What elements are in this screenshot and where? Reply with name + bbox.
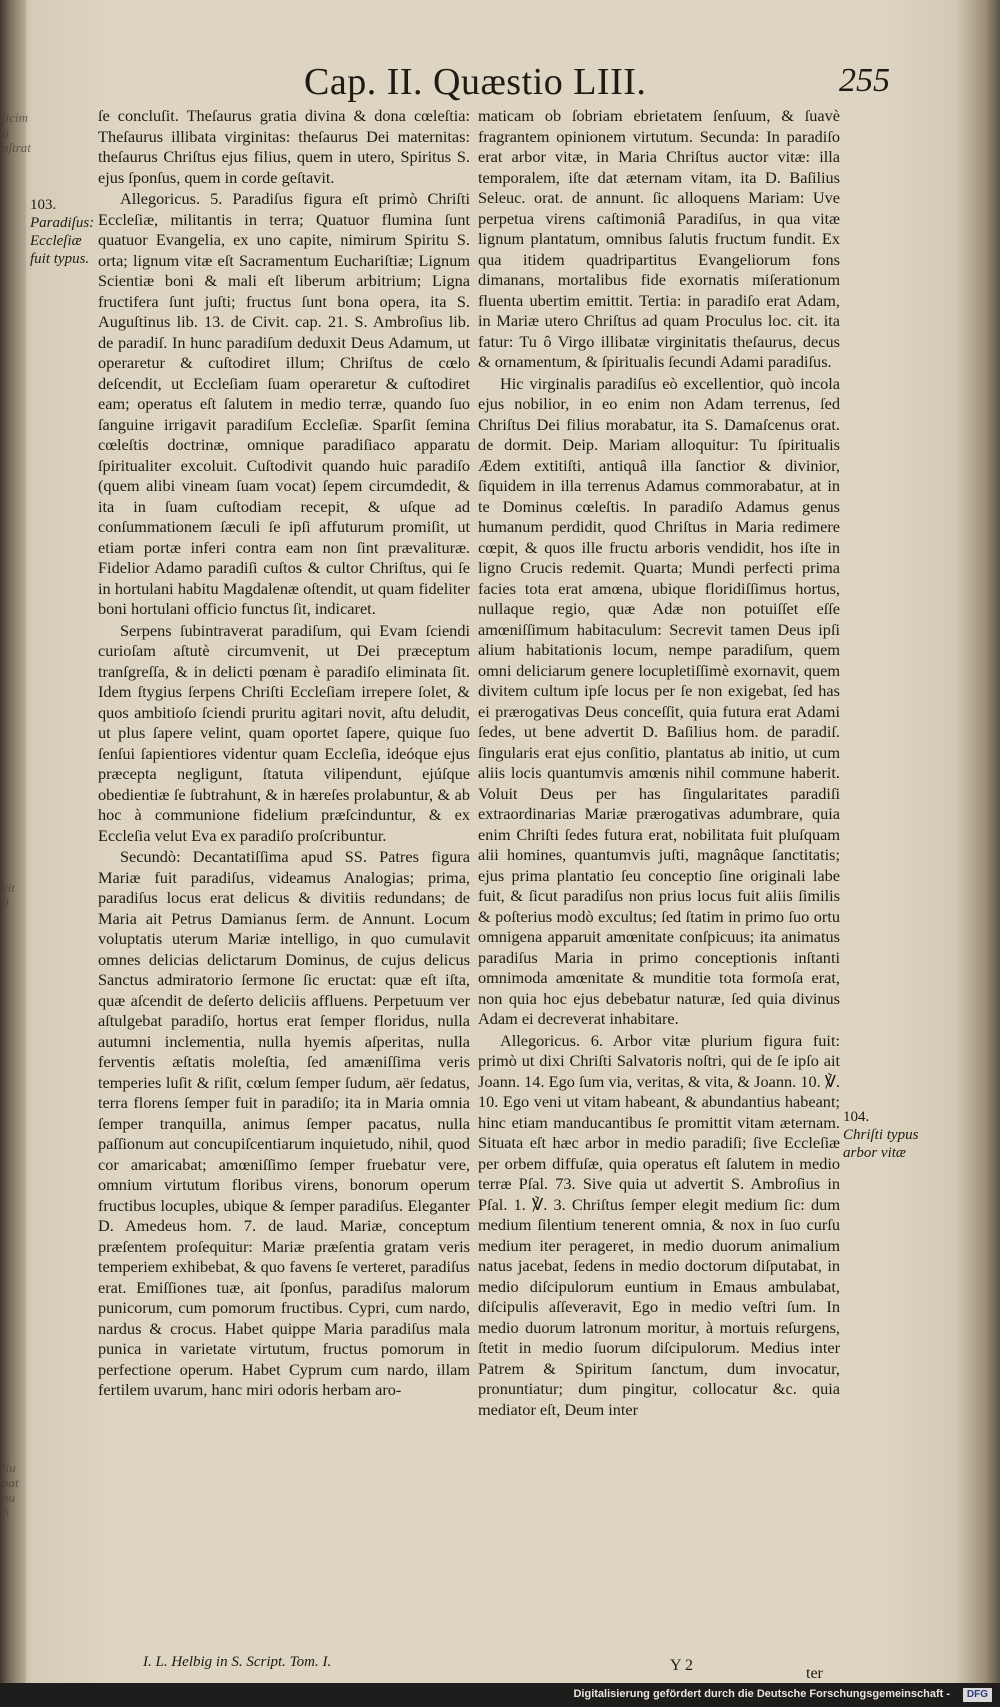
margin-note-number: 103. (30, 197, 57, 213)
paragraph: Allegoricus. 6. Arbor vitæ plurium figura fuit: primò ut dixi Chriſti Salvatoris noſtri, qui de ſe ipſo ait Joann. 14. Ego ſum via, veritas, & vita, & Joann. 10. ℣. 10. Ego veni ut vitam habeant, & abundantius habeant; hinc etiam manducantibus ſe promittit vitam æternam. Situata eſt hæc arbor in medio paradiſi; ſive Eccleſiæ per orbem diffuſæ, quia operatus eſt ſalutem in medio terræ Pſal. 73. Sive quia ut advertit S. Ambroſius in Pſal. 1. ℣. 3. Chriſtus ſemper elegit medium ſic: dum medium ſilentium tenerent omnia, & nox in ſuo curſu medium iter perageret, in medio duorum animalium natus jacebat, ſedens in medio doctorum diſputabat, in medio diſcipulorum euntium in Emaus ambulabat, diſcipulis aſſeveravit, Ego in medio veſtri ſum. In medio duorum latronum moritur, à mortuis reſurgens, ſtetit in medio ſuorum diſcipulorum. Medius inter Patrem & Spiritum ſanctum, dum invocatur, pronuntiatur; dum pingitur, collocatur &c. quia mediator eſt, Deum inter (478, 1030, 840, 1419)
paragraph: maticam ob ſobriam ebrietatem ſenſuum, & ſuavè fragrantem opinionem virtutum. Secunda: In paradiſo erat arbor vitæ, in Maria Chriſtus auctor vitæ: illa temporalem, iſte dat æternam vitam, ita D. Baſilius Seleuc. orat. de annunt. ſic alloquens Mariam: Uve perpetua virens caſtimoniâ Paradiſus, in qua vitæ lignum plantatum, omnibus ſalutis fructum fundit. Ex qua itidem quadripartitus Evangeliorum fons dimanans, mortalibus fide exornatis miſerationum fluenta ubertim emittit. Tertia: in paradiſo erat Adam, in Mariæ utero Chriſtus ad quam Proculus loc. cit. ita fatur: Tu ô Virgo illibatæ virginitatis theſaurus, decus & ornamentum, & ſpiritualis ſecundi Adami paradiſus. (478, 106, 840, 371)
paragraph: Secundò: Decantatiſſima apud SS. Patres figura Mariæ fuit paradiſus, videamus Analogias; prima, paradiſus locus erat delicus & divitiis redundans; de Maria ait Petrus Damianus ſerm. de Annunt. Locum voluptatis uterum Mariæ intelligo, in quo cumulavit omnes delicias delictarum Dominus, de cujus delicus Sanctus admiratorio ſermone ſic eructat: quæ eſt iſta, quæ aſcendit de deſerto deliciis affluens. Perpetuum ver aſtulgebat paradiſo, hortus erat ſemper floridus, nulla autumni inclementia, nulla hyemis aſperitas, nulla ferventis æſtatis moleſtia, ſed amæniſſima veris temperies luſit & riſit, cœlum ſemper ſudum, aër ſedatus, terra florens ſemper fuit in paradiſo; ita in Maria omnia ſemper tranquilla, animus ſemper pacatus, nulla paſſionum aut concupiſcentiarum inquietudo, nihil, quod cor amaricabat; amœniſſimo ſemper fruebatur vere, omnium virtutum floribus virens, bonorum operum fructibus locuples, ubique & ſemper paradiſus. Eleganter D. Amedeus hom. 7. de laud. Mariæ, conceptum præſentem proſequitur: Mariæ præſentia gratam veris temperiem exhibebat, & quo favens ſe verteret, paradiſus erat. Emiſſiones tuæ, ait ſponſus, paradiſus malorum punicorum, cum pomorum fructibus. Cypri, cum nardo, nardus & crocus. Habet quippe Maria paradiſus mala punica in varietate virtutum, fructus pomorum in perfectione operum. Habet Cyprum cum nardo, illam fertilem uvarum, hanc miri odoris herbam aro- (98, 847, 470, 1399)
paragraph: Allegoricus. 5. Paradiſus figura eſt primò Chriſti Eccleſiæ, militantis in terra; Quatuor flumina ſunt quatuor Evangelia, ex uno capite, nimirum Spiritu S. orta; lignum vitæ eſt Sacramentum Euchariſtiæ; Lignum Scientiæ boni & mali eſt liberum arbitrium; Ligna fructifera ſunt juſti; fructus ſunt bona opera, ita S. Auguſtinus lib. 13. de Civit. cap. 21. S. Ambroſius lib. de paradiſ. In hunc paradiſum deduxit Deus Adamum, ut operaretur & cuſtodiret illum; Chriſtus de cœlo deſcendit, ut Eccleſiam ſuam operaretur & cuſtodiret eam; operatus eſt ſalutem in medio terræ, quando ſuo ſanguine irrigavit paradiſum Eccleſiæ. Sparſit ſemina cœleſtis doctrinæ, omnique paradiſiaco apparatu ſpiritualiter excoluit. Cuſtodivit quando huic paradiſo (quem alibi vineam ſuam vocat) ſepem circumdedit, & ita in ſuam cuſtodiam recepit, & uſque ad conſummationem ſæculi ſe ipſi affuturum promiſit, ut etiam portæ inferi contra eam non ſint prævalituræ. Fidelior Adamo paradiſi cuſtos & cultor Chriſtus, qui ſe in hortulani habitu Magdalenæ oſtendit, ut quam fideliter boni hortulani officio functus ſit, indicaret. (98, 189, 470, 618)
binding-gutter (0, 0, 31, 1683)
dfg-logo-icon: DFG (963, 1688, 992, 1702)
bleed-through-text: ſicim ti nſtrat (2, 110, 31, 155)
right-margin-note (843, 1108, 931, 1162)
margin-note-number: 104. (843, 1109, 870, 1125)
paragraph: Serpens ſubintraverat paradiſum, qui Evam ſciendi curioſam aſtutè circumvenit, ut Dei præceptum tranſgreſſa, & in delicti pœnam è paradiſo eliminata ſit. Idem ſtygius ſerpens Chriſti Eccleſiam irrepere ſolet, & quos ambitioſo ſciendi pruritu agitari novit, aſtu deludit, ut plus ſapere velint, quam oportet ſapere, quique ſuo ſenſui ſapientiores videntur quam Eccleſia, ideóque ejus præcepta negligunt, ſtatuta vilipendunt, ejúſque obedientiæ ſe ſubtrahunt, & in hæreſes prolabuntur, & ab hoc à communione fidelium præſcinduntur, & ex Eccleſia velut Eva ex paradiſo proſcribuntur. (98, 620, 470, 845)
left-column (98, 106, 470, 1401)
bleed-through-text: ſiu pat nu ſi (2, 1460, 19, 1520)
chapter-title: Cap. II. Quæstio LIII. (304, 61, 647, 103)
right-column (478, 106, 840, 1420)
paragraph: ſe concluſit. Theſaurus gratia divina & dona cœleſtia: Theſaurus illibata virginitas: theſaurus Dei maternitas: theſaurus Chriſtus ejus filius, quem in utero, Spiritus S. ejus ſponſus, quem in corde geſtavit. (98, 106, 470, 187)
running-header (290, 60, 890, 108)
margin-note-text: Chriſti typus arbor vitæ (843, 1127, 919, 1161)
signature-mark: Y 2 (670, 1657, 693, 1674)
margin-note-text: Paradiſus: Eccleſiæ fuit typus. (30, 215, 95, 267)
footer-signature: I. L. Helbig in S. Script. Tom. I. (143, 1654, 332, 1670)
bleed-through-text: vit 9 (2, 880, 15, 910)
digitization-notice: Digitalisierung gefördert durch die Deutsche Forschungsgemeinschaft - (573, 1688, 950, 1700)
digitization-footer (0, 1683, 1000, 1707)
catchword: ter (806, 1665, 823, 1682)
page-number: 255 (839, 62, 890, 99)
left-margin-note (30, 196, 94, 268)
paragraph: Hic virginalis paradiſus eò excellentior, quò incola ejus nobilior, in eo enim non Adam terrenus, ſed Chriſtus Dei filius morabatur, ita S. Damaſcenus orat. de dormit. Deip. Mariam alloquitur: Tu ſpiritualis Ædem extitiſti, antiquâ illa ſanctior & divinior, ſiquidem in illa terrenus Adamus commorabatur, at in te Dominus cœleſtis. In paradiſo Adamus genus humanum perdidit, quod Chriſtus in Maria redimere cœpit, & quos ille fructu arboris vendidit, hos iſte in ligno Crucis redemit. Quarta; Mundi perfecti prima facies tota erat amœna, ubique floridiſſimus hortus, nullaque regio, quæ Adæ non potuiſſet eſſe amœniſſimum habitaculum: Secrevit tamen Deus ipſi alium habitationis locum, nempe paradiſum, quem omni deliciarum genere locupletiſſimè exornavit, quem divitem cultum ipſe locus per ſe non exigebat, ſed has ei prærogativas Deus conceſſit, quia futura erat Adami ſedes, ut bene advertit D. Baſilius hom. de paradiſ. ſingularis erat ejus conſitio, plantatus ab initio, ut cum aliis locis quantumvis amœnis nihil commune haberit. Voluit Deus per has ſingularitates paradiſi extraordinarias Mariæ prærogativas adumbrare, quia enim Chriſti ſedes futura erat, nobilitata fuit pluſquam alii homines, quantumvis juſti, magnâque ſanctitatis; ejus prima plantatio ſeu conceptio ſine originali labe fuit, & ſicut paradiſus non prius locus fuit aliis ſimilis & poſterius modò excultus; ſed ſtatim in primo ſuo ortu omnigena apparuit amœnitate conſpicuus; ita animatus paradiſus Maria in primo conceptionis inſtanti omnimoda amœnitate & munditie tota formoſa erat, non quia hoc ejus debebatur naturæ, ſed quia divinus Adam ei decreverat inhabitare. (478, 373, 840, 1028)
